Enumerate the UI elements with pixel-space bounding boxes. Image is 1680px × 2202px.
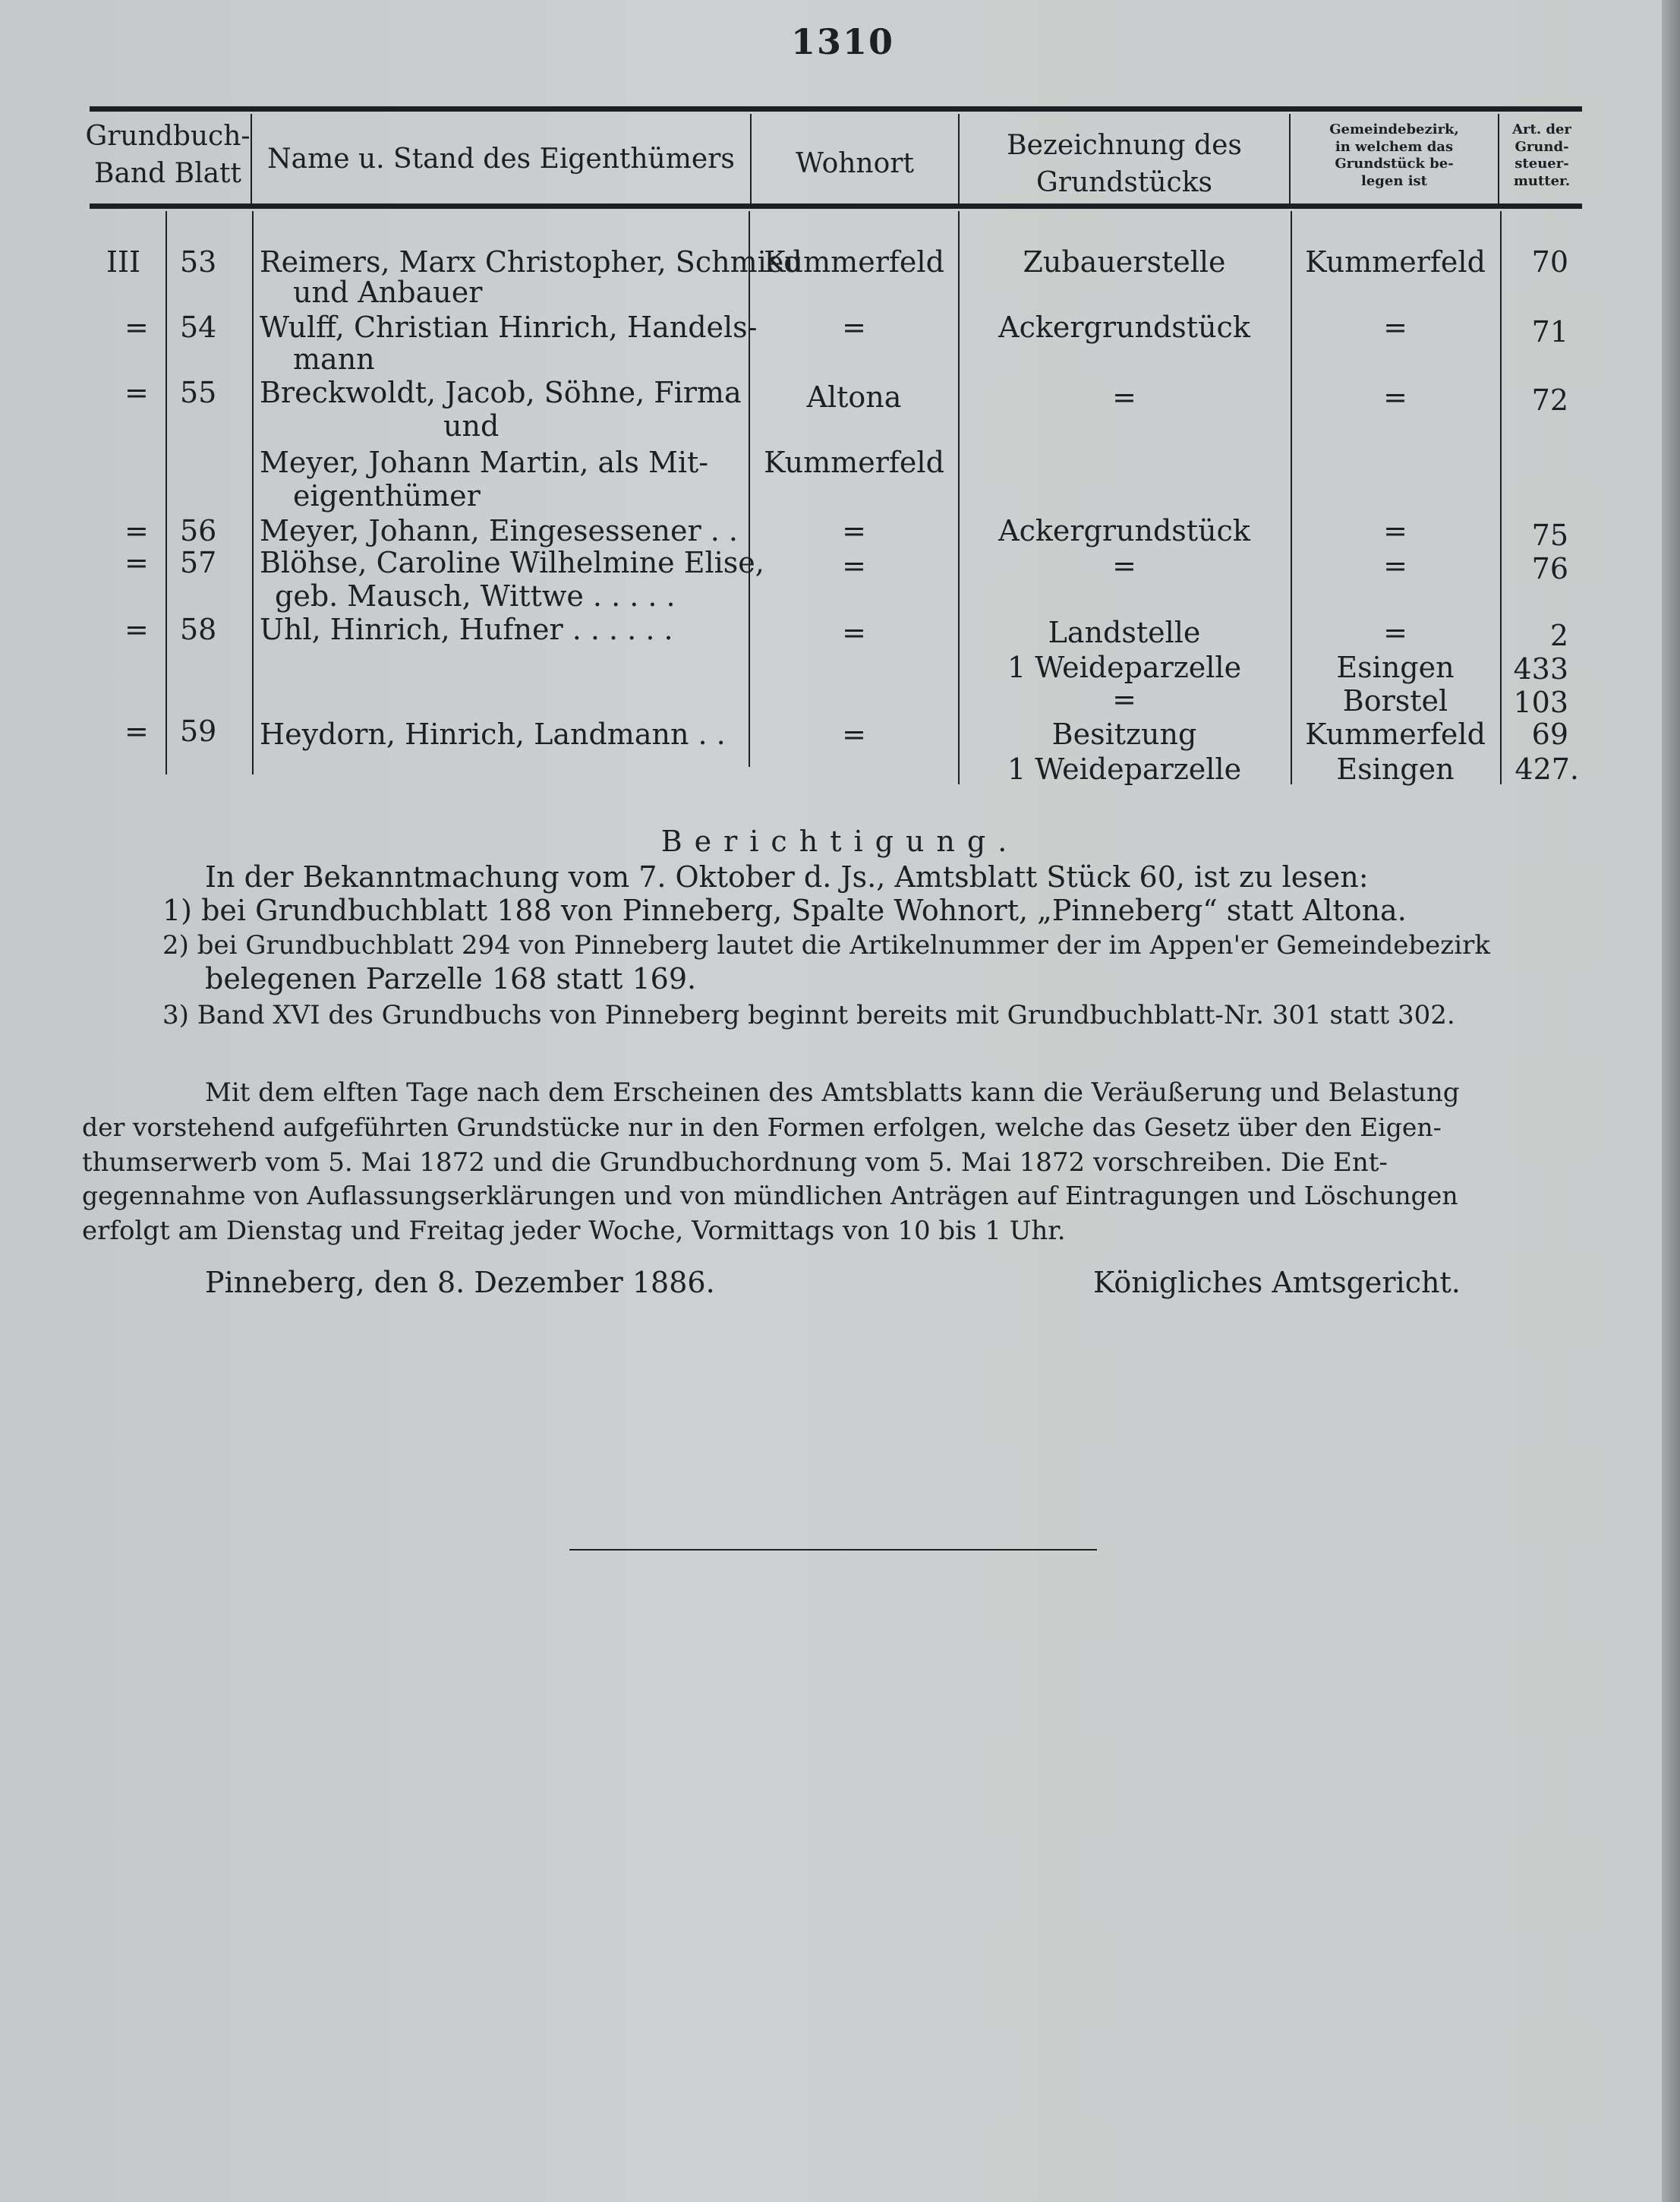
cell-band: = bbox=[125, 514, 149, 547]
notice-line: thumserwerb vom 5. Mai 1872 und die Grundbuchordnung vom 5. Mai 1872 vorschreiben. Die Ent- bbox=[82, 1147, 1388, 1178]
cell-name: Breckwoldt, Jacob, Söhne, Firma bbox=[260, 376, 742, 409]
cell-blatt: 55 bbox=[180, 376, 217, 409]
notice-line: Mit dem elften Tage nach dem Erscheinen des Amtsblatts kann die Veräußerung und Belastung bbox=[205, 1077, 1460, 1108]
cell-gemeinde: Borstel bbox=[1342, 684, 1448, 718]
cell-wohnort: Altona bbox=[806, 380, 902, 414]
cell-artikel: 69 bbox=[1531, 718, 1568, 751]
cell-gemeinde: Esingen bbox=[1336, 651, 1455, 684]
cell-band: = bbox=[125, 311, 149, 344]
cell-bezeichnung: Ackergrundstück bbox=[998, 514, 1250, 547]
cell-name: Wulff, Christian Hinrich, Handels- bbox=[260, 311, 758, 344]
cell-band: = bbox=[125, 376, 149, 409]
cell-gemeinde: Kummerfeld bbox=[1305, 245, 1486, 279]
notice-line: der vorstehend aufgeführten Grundstücke nur in den Formen erfolgen, welche das Gesetz über den Eigen- bbox=[82, 1112, 1442, 1142]
cell-artikel: 72 bbox=[1531, 383, 1568, 417]
cell-name-cont: geb. Mausch, Wittwe . . . . . bbox=[275, 579, 676, 613]
cell-artikel: 76 bbox=[1531, 552, 1568, 585]
cell-artikel: 71 bbox=[1531, 315, 1568, 349]
cell-gemeinde: = bbox=[1383, 549, 1407, 582]
column-divider bbox=[165, 211, 167, 774]
column-divider bbox=[252, 211, 254, 774]
cell-blatt: 57 bbox=[180, 546, 217, 579]
cell-bezeichnung: Landstelle bbox=[1048, 616, 1201, 649]
header-wohnort: Wohnort bbox=[796, 148, 914, 179]
cell-wohnort: Kummerfeld bbox=[764, 245, 944, 279]
cell-artikel: 427. bbox=[1515, 752, 1579, 786]
cell-bezeichnung: = bbox=[1112, 549, 1136, 582]
cell-artikel: 75 bbox=[1531, 519, 1568, 552]
cell-gemeinde: = bbox=[1383, 514, 1407, 547]
cell-artikel: 433 bbox=[1513, 652, 1568, 686]
closing-rule bbox=[569, 1549, 1097, 1551]
berichtigung-title: Berichtigung. bbox=[660, 825, 1020, 858]
cell-artikel: 103 bbox=[1513, 686, 1568, 719]
cell-name: Meyer, Johann, Eingesessener . . bbox=[260, 514, 738, 547]
notice-line: gegennahme von Auflassungserklärungen und von mündlichen Anträgen auf Eintragungen und Löschungen bbox=[82, 1181, 1458, 1210]
cell-gemeinde: = bbox=[1383, 616, 1407, 649]
notice-line: erfolgt am Dienstag und Freitag jeder Woche, Vormittags von 10 bis 1 Uhr. bbox=[82, 1216, 1066, 1246]
berichtigung-item-2: 2) bei Grundbuchblatt 294 von Pinneberg lautet die Artikelnummer der im Appen'er Gemeindebezirk bbox=[162, 930, 1490, 961]
cell-wohnort: = bbox=[842, 616, 866, 649]
cell-bezeichnung: Zubauerstelle bbox=[1023, 245, 1226, 279]
header-gemeindebezirk: Gemeindebezirk, in welchem das Grundstück be- legen ist bbox=[1329, 121, 1459, 189]
cell-band: III bbox=[106, 245, 141, 279]
cell-wohnort: = bbox=[842, 549, 866, 582]
header-name: Name u. Stand des Eigenthümers bbox=[267, 144, 735, 175]
cell-blatt: 59 bbox=[180, 715, 217, 748]
cell-bezeichnung: = bbox=[1112, 683, 1136, 716]
cell-band: = bbox=[125, 613, 149, 646]
cell-blatt: 58 bbox=[180, 613, 217, 646]
table-top-rule bbox=[90, 106, 1582, 112]
header-grundbuch: Grundbuch- Band Blatt bbox=[85, 121, 251, 189]
header-artikel: Art. der Grund- steuer- mutter. bbox=[1512, 121, 1571, 189]
page-spine-edge bbox=[1662, 0, 1680, 2202]
cell-band: = bbox=[125, 546, 149, 579]
cell-artikel: 70 bbox=[1531, 245, 1568, 279]
cell-name-cont: mann bbox=[293, 342, 375, 376]
cell-name-cont: und Anbauer bbox=[293, 276, 483, 309]
cell-wohnort: = bbox=[842, 514, 866, 547]
cell-name-cont: eigenthümer bbox=[293, 479, 481, 513]
berichtigung-intro: In der Bekanntmachung vom 7. Oktober d. Js., Amtsblatt Stück 60, ist zu lesen: bbox=[205, 860, 1369, 894]
header-bezeichnung: Bezeichnung des Grundstücks bbox=[1007, 130, 1242, 198]
cell-bezeichnung: Ackergrundstück bbox=[998, 311, 1250, 344]
cell-wohnort: = bbox=[842, 718, 866, 751]
cell-bezeichnung: Besitzung bbox=[1051, 718, 1197, 751]
cell-wohnort: = bbox=[842, 311, 866, 344]
cell-name: Blöhse, Caroline Wilhelmine Elise, bbox=[260, 546, 764, 579]
berichtigung-item-2-cont: belegenen Parzelle 168 statt 169. bbox=[205, 962, 697, 995]
cell-gemeinde: = bbox=[1383, 311, 1407, 344]
cell-name: Heydorn, Hinrich, Landmann . . bbox=[260, 718, 726, 751]
cell-gemeinde: Kummerfeld bbox=[1305, 718, 1486, 751]
issuing-authority: Königliches Amtsgericht. bbox=[1093, 1266, 1461, 1299]
cell-blatt: 56 bbox=[180, 514, 217, 547]
cell-bezeichnung: = bbox=[1112, 380, 1136, 414]
cell-artikel: 2 bbox=[1549, 619, 1568, 652]
cell-band: = bbox=[125, 715, 149, 748]
table-header-rule bbox=[90, 203, 1582, 209]
cell-name-cont: und bbox=[443, 409, 500, 443]
cell-wohnort: Kummerfeld bbox=[764, 446, 944, 479]
cell-name: Uhl, Hinrich, Hufner . . . . . . bbox=[260, 613, 673, 646]
berichtigung-item-3: 3) Band XVI des Grundbuchs von Pinneberg beginnt bereits mit Grundbuchblatt-Nr. 301 statt 302. bbox=[162, 1000, 1455, 1030]
berichtigung-item-1: 1) bei Grundbuchblatt 188 von Pinneberg, Spalte Wohnort, „Pinneberg“ statt Altona. bbox=[162, 894, 1407, 927]
cell-gemeinde: Esingen bbox=[1336, 752, 1455, 786]
cell-bezeichnung: 1 Weideparzelle bbox=[1007, 651, 1242, 684]
page-number: 1310 bbox=[790, 21, 895, 62]
place-date: Pinneberg, den 8. Dezember 1886. bbox=[205, 1266, 715, 1299]
cell-name: Meyer, Johann Martin, als Mit- bbox=[260, 446, 709, 479]
cell-gemeinde: = bbox=[1383, 380, 1407, 414]
cell-blatt: 54 bbox=[180, 311, 217, 344]
cell-bezeichnung: 1 Weideparzelle bbox=[1007, 752, 1242, 786]
cell-name: Reimers, Marx Christopher, Schmied bbox=[260, 245, 802, 279]
column-divider bbox=[749, 211, 750, 767]
cell-blatt: 53 bbox=[180, 245, 217, 279]
